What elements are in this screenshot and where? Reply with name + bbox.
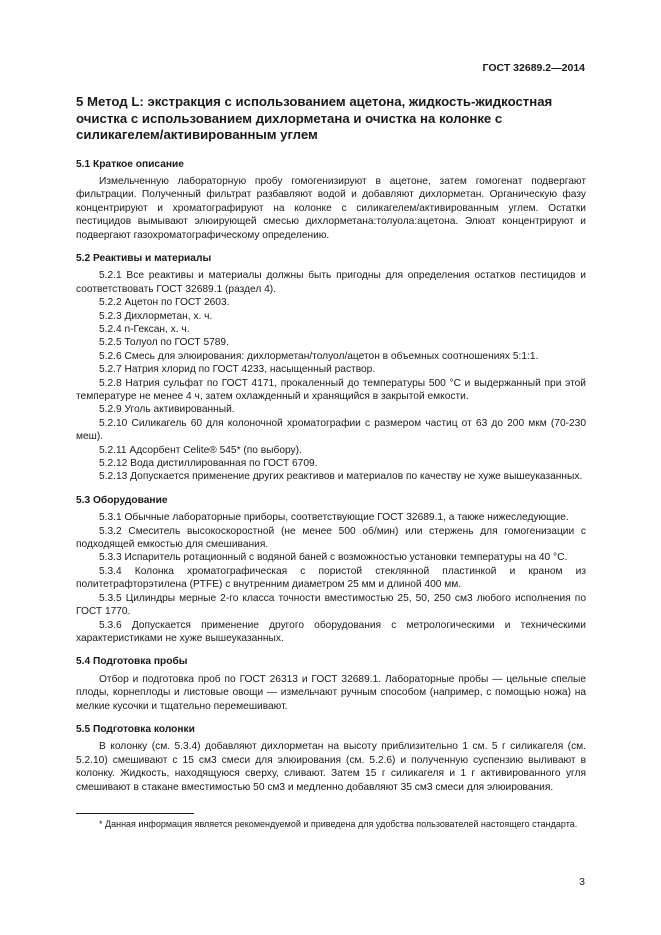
item-5-3-2: 5.3.2 Смеситель высокоскоростной (не менее 500 об/мин) или стержень для гомогенизации с подходящей емкостью для смешивания. bbox=[76, 525, 586, 551]
footnote: * Данная информация является рекомендуемой и приведена для удобства пользователей настоящего стандарта. bbox=[99, 819, 578, 829]
subsection-heading-5-3: 5.3 Оборудование bbox=[76, 494, 168, 506]
item-5-2-12: 5.2.12 Вода дистиллированная по ГОСТ 6709. bbox=[99, 458, 318, 470]
paragraph-5-4: Отбор и подготовка проб по ГОСТ 26313 и ГОСТ 32689.1. Лабораторные пробы — цельные спелые плоды, корнеплоды и листовые овощи — измельчают ручным способом (например, с помощью ножа) на мелкие кусочки и тщательно перемешивают. bbox=[76, 673, 586, 712]
subsection-heading-5-1: 5.1 Краткое описание bbox=[76, 158, 184, 170]
item-5-2-8: 5.2.8 Натрия сульфат по ГОСТ 4171, прокаленный до температуры 500 °С и выдержанный при этой температуре не менее 4 ч, затем охлажденный и хранящийся в закрытой емкости. bbox=[76, 377, 586, 402]
document-id-header: ГОСТ 32689.2—2014 bbox=[482, 62, 585, 74]
subsection-heading-5-2: 5.2 Реактивы и материалы bbox=[76, 252, 212, 264]
paragraph-5-5: В колонку (см. 5.3.4) добавляют дихлорметан на высоту приблизительно 1 см. 5 г силикагеля (см. 5.2.10) смешивают с 15 см3 смеси для элюирования (см. 5.2.6) и полученную суспензию выливают в колонку. Жидкость, находящуюся сверху, сливают. Затем 15 г силикагеля и 1 г активированного угля смешивают в стакане вместимостью 50 см3 и медленно добавляют 35 см3 смеси для элюирования. bbox=[76, 741, 586, 793]
item-5-3-6: 5.3.6 Допускается применение другого оборудования с метрологическими и техническими характеристиками не хуже вышеуказанных. bbox=[76, 619, 586, 644]
item-5-2-13: 5.2.13 Допускается применение других реактивов и материалов по качеству не хуже вышеуказанных. bbox=[99, 471, 583, 483]
item-5-2-3: 5.2.3 Дихлорметан, х. ч. bbox=[99, 310, 213, 322]
item-5-3-1: 5.3.1 Обычные лабораторные приборы, соответствующие ГОСТ 32689.1, а также нижеследующие. bbox=[99, 512, 569, 524]
item-5-2-1: 5.2.1 Все реактивы и материалы должны быть пригодны для определения остатков пестицидов и соответствовать ГОСТ 32689.1 (раздел 4). bbox=[76, 270, 586, 295]
page-number: 3 bbox=[579, 876, 585, 888]
item-5-2-2: 5.2.2 Ацетон по ГОСТ 2603. bbox=[99, 297, 230, 309]
section-title: 5 Метод L: экстракция с использованием ацетона, жидкость-жидкостная очистка с использованием дихлорметана и очистка на колонке с силикагелем/активированным углем bbox=[76, 94, 553, 142]
item-5-3-5: 5.3.5 Цилиндры мерные 2-го класса точности вместимостью 25, 50, 250 см3 любого исполнения по ГОСТ 1770. bbox=[76, 592, 586, 618]
subsection-heading-5-5: 5.5 Подготовка колонки bbox=[76, 723, 195, 735]
item-5-2-5: 5.2.5 Толуол по ГОСТ 5789. bbox=[99, 337, 229, 349]
item-5-2-4: 5.2.4 n-Гексан, х. ч. bbox=[99, 323, 190, 335]
subsection-heading-5-4: 5.4 Подготовка пробы bbox=[76, 656, 188, 668]
item-5-2-11: 5.2.11 Адсорбент Celite® 545* (по выбору). bbox=[99, 444, 302, 456]
item-5-3-3: 5.3.3 Испаритель ротационный с водяной баней с возможностью установки температуры на 40 °С. bbox=[99, 552, 568, 564]
footnote-divider bbox=[76, 813, 194, 814]
main-content bbox=[76, 94, 586, 794]
item-5-2-10: 5.2.10 Силикагель 60 для колоночной хроматографии с размером частиц от 63 до 200 мкм (70-230 меш). bbox=[76, 417, 586, 443]
item-5-2-9: 5.2.9 Уголь активированный. bbox=[99, 404, 235, 416]
item-5-3-4: 5.3.4 Колонка хроматографическая с пористой стеклянной пластинкой и краном из политетрафторэтилена (PTFE) с внутренним диаметром 25 мм и длиной 400 мм. bbox=[76, 565, 586, 591]
item-5-2-7: 5.2.7 Натрия хлорид по ГОСТ 4233, насыщенный раствор. bbox=[99, 364, 376, 376]
paragraph-5-1: Измельченную лабораторную пробу гомогенизируют в ацетоне, затем гомогенат подвергают фильтрации. Полученный фильтрат разбавляют водой и добавляют дихлорметан. Органическую фазу концентрируют и хроматографируют на колонке с силикагелем/активированным углем. Остатки пестицидов вымывают элюирующей смесью дихлорметана:толуола:ацетона. Элюат концентрируют и подвергают газохроматографическому определению. bbox=[76, 175, 586, 241]
item-5-2-6: 5.2.6 Смесь для элюирования: дихлорметан/толуол/ацетон в объемных соотношениях 5:1:1. bbox=[99, 350, 539, 362]
